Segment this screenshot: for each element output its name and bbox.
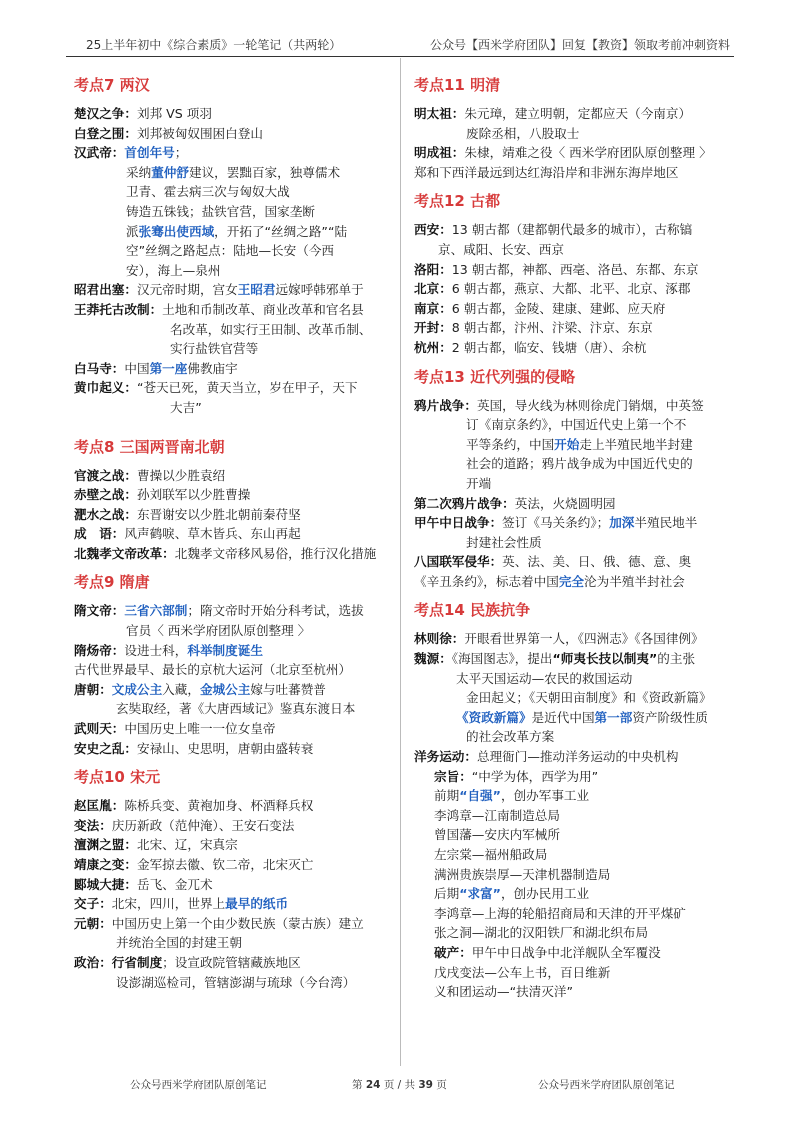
footer-right: 公众号西米学府团队原创笔记 xyxy=(538,1079,675,1091)
list-item: 曾国藩—安庆内军械所 xyxy=(434,827,560,843)
list-item: 古代世界最早、最长的京杭大运河（北京至杭州） xyxy=(74,662,352,678)
list-item: 澶渊之盟：北宋、辽，宋真宗 xyxy=(74,837,238,853)
list-item: 鸦片战争：英国，导火线为林则徐虎门销烟，中英签 xyxy=(414,397,704,413)
list-item: 变法：庆历新政（范仲淹）、王安石变法 xyxy=(74,817,295,833)
list-item: 明太祖：朱元璋，建立明朝，定都应天（今南京） xyxy=(414,106,692,121)
list-item: 满洲贵族崇厚—天津机器制造局 xyxy=(434,866,611,882)
list-item: 名改革，如实行王田制、改革币制、 xyxy=(170,321,372,337)
section-title-13: 考点13 近代列强的侵略 xyxy=(414,367,576,386)
list-item: 李鸿章—上海的轮船招商局和天津的开平煤矿 xyxy=(434,905,686,921)
list-item: 郾城大捷：岳飞、金兀术 xyxy=(74,876,213,892)
list-item: 赵匡胤：陈桥兵变、黄袍加身、杯酒释兵权 xyxy=(74,798,314,814)
list-item: 封建社会性质 xyxy=(466,534,542,550)
section-title-10: 考点10 宋元 xyxy=(74,768,161,787)
header-right: 公众号【西米学府团队】回复【教资】领取考前冲刺资料 xyxy=(429,38,730,52)
list-item: 《辛丑条约》，标志着中国完全沦为半殖半封社会 xyxy=(414,573,685,589)
list-item: 开端 xyxy=(466,475,492,491)
list-item: 张之洞—湖北的汉阳铁厂和湖北织布局 xyxy=(434,925,649,941)
header-left: 25上半年初中《综合素质》一轮笔记（共两轮） xyxy=(86,38,342,52)
list-item: 汉武帝：首创年号； xyxy=(74,145,188,161)
section-title-8: 考点8 三国两晋南北朝 xyxy=(74,437,225,456)
list-item: 京、咸阳、长安、西京 xyxy=(438,241,564,257)
list-item: 大吉” xyxy=(170,399,202,415)
list-item: 《资政新篇》是近代中国第一部资产阶级性质 xyxy=(456,709,708,725)
list-item: 并统治全国的封建王朝 xyxy=(116,935,242,951)
list-item: 成 语：风声鹤唳、草木皆兵、东山再起 xyxy=(74,526,301,542)
list-item: 郑和下西洋最远到达红海沿岸和非洲东海岸地区 xyxy=(414,164,679,180)
list-item: 元朝：中国历史上第一个由少数民族（蒙古族）建立 xyxy=(74,915,364,931)
section-title-7: 考点7 两汉 xyxy=(74,76,150,94)
list-item: 采纳董仲舒建议，罢黜百家，独尊儒术 xyxy=(126,164,341,180)
list-item: 设澎湖巡检司，管辖澎湖与琉球（今台湾） xyxy=(116,974,356,990)
list-item: 后期“求富”，创办民用工业 xyxy=(434,886,590,902)
left-column xyxy=(74,66,392,992)
section-title-12: 考点12 古都 xyxy=(414,192,501,211)
list-item: 王莽托古改制：土地和币制改革、商业改革和官名县 xyxy=(74,301,364,317)
list-item: 宗旨：“中学为体，西学为用” xyxy=(434,768,599,784)
footer-page-number: 第 24 页 / 共 39 页 xyxy=(352,1079,447,1091)
list-item: 戊戌变法—公车上书，百日维新 xyxy=(434,964,611,980)
list-item: 官员〈 西米学府团队原创整理 〉 xyxy=(126,623,311,639)
list-item: 赤壁之战：孙刘联军以少胜曹操 xyxy=(74,487,251,503)
list-item: 甲午中日战争：签订《马关条约》；加深半殖民地半 xyxy=(414,515,698,531)
list-item: 白登之围：刘邦被匈奴围困白登山 xyxy=(74,125,263,141)
list-item: 安），海上—泉州 xyxy=(126,262,221,278)
list-item: 开封：8 朝古都，汴州、汴梁、汴京、东京 xyxy=(414,320,653,336)
list-item: 靖康之变：金军掠去徽、钦二帝，北宋灭亡 xyxy=(74,857,314,872)
list-item: 官渡之战：曹操以少胜袁绍 xyxy=(74,467,226,483)
list-item: 第二次鸦片战争：英法，火烧圆明园 xyxy=(414,495,616,511)
list-item: 派张骞出使西域，开拓了“丝绸之路”“陆 xyxy=(126,223,348,239)
list-item: 洋务运动：总理衙门—推动洋务运动的中央机构 xyxy=(414,749,679,765)
list-item: 林则徐：开眼看世界第一人，《四洲志》《各国律例》 xyxy=(414,631,704,647)
right-column xyxy=(414,66,732,1002)
list-item: 左宗棠—福州船政局 xyxy=(434,847,548,862)
list-item: 西安：13 朝古都（建都朝代最多的城市），古称镐 xyxy=(414,222,693,238)
list-item: 昭君出塞：汉元帝时期，宫女王昭君远嫁呼韩邪单于 xyxy=(74,282,364,298)
list-item: 北京：6 朝古都，燕京、大都、北平、北京、涿郡 xyxy=(414,281,691,297)
list-item: 卫青、霍去病三次与匈奴大战 xyxy=(126,184,290,200)
list-item: 社会的道路；鸦片战争成为中国近代史的 xyxy=(466,456,693,472)
list-item: 明成祖：朱棣，靖难之役〈 西米学府团队原创整理 〉 xyxy=(414,145,712,161)
section-title-9: 考点9 隋唐 xyxy=(74,573,150,592)
list-item: 八国联军侵华：英、法、美、日、俄、德、意、奥 xyxy=(414,554,692,570)
list-item: 政治：行省制度；设宣政院管辖藏族地区 xyxy=(74,954,301,970)
list-item: 洛阳：13 朝古都，神都、西亳、洛邑、东都、东京 xyxy=(414,261,699,277)
list-item: 空”丝绸之路起点：陆地—长安（今西 xyxy=(126,243,335,259)
list-item: 安史之乱：安禄山、史思明，唐朝由盛转衰 xyxy=(74,740,314,756)
list-item: 北魏孝文帝改革：北魏孝文帝移风易俗，推行汉化措施 xyxy=(74,545,377,561)
list-item: 淝水之战：东晋谢安以少胜北朝前秦苻坚 xyxy=(74,506,301,522)
list-item: 义和团运动—“扶清灭洋” xyxy=(434,984,573,1000)
list-item: 太平天国运动—农民的救国运动 xyxy=(456,670,633,686)
list-item: 废除丞相，八股取士 xyxy=(466,125,580,141)
list-item: 南京：6 朝古都，金陵、建康、建邺、应天府 xyxy=(414,300,666,316)
section-title-14: 考点14 民族抗争 xyxy=(414,601,531,620)
list-item: 白马寺：中国第一座佛教庙宇 xyxy=(74,360,238,376)
footer-left: 公众号西米学府团队原创笔记 xyxy=(130,1079,267,1091)
list-item: 玄奘取经，著《大唐西域记》鉴真东渡日本 xyxy=(116,701,356,717)
list-item: 李鸿章—江南制造总局 xyxy=(434,807,560,823)
section-title-11: 考点11 明清 xyxy=(414,76,501,94)
column-divider xyxy=(400,58,401,1066)
list-item: 武则天：中国历史上唯一一位女皇帝 xyxy=(74,721,276,737)
list-item: 订《南京条约》，中国近代史上第一个不 xyxy=(466,417,687,433)
list-item: 金田起义；《天朝田亩制度》和《资政新篇》 xyxy=(466,690,712,706)
list-item: 铸造五铢钱；盐铁官营，国家垄断 xyxy=(126,203,315,219)
header-divider xyxy=(66,56,734,57)
list-item: 前期“自强”，创办军事工业 xyxy=(434,788,590,804)
list-item: 黄巾起义：“苍天已死，黄天当立，岁在甲子，天下 xyxy=(74,380,358,396)
list-item: 实行盐铁官营等 xyxy=(170,341,259,357)
list-item: 魏源：《海国图志》，提出“师夷长技以制夷”的主张 xyxy=(414,651,696,667)
list-item: 交子：北宋，四川，世界上最早的纸币 xyxy=(74,896,289,912)
list-item: 的社会改革方案 xyxy=(466,729,555,745)
list-item: 隋炀帝：设进士科，科举制度诞生 xyxy=(74,642,263,658)
list-item: 杭州：2 朝古都，临安、钱塘（唐）、余杭 xyxy=(414,339,647,355)
list-item: 平等条约，中国开始走上半殖民地半封建 xyxy=(466,436,693,452)
list-item: 隋文帝：三省六部制；隋文帝时开始分科考试，选拔 xyxy=(74,603,364,619)
list-item: 楚汉之争：刘邦 VS 项羽 xyxy=(74,106,212,121)
list-item: 唐朝：文成公主入藏，金城公主嫁与吐蕃赞普 xyxy=(74,681,326,697)
list-item: 破产：甲午中日战争中北洋舰队全军覆没 xyxy=(434,944,661,960)
